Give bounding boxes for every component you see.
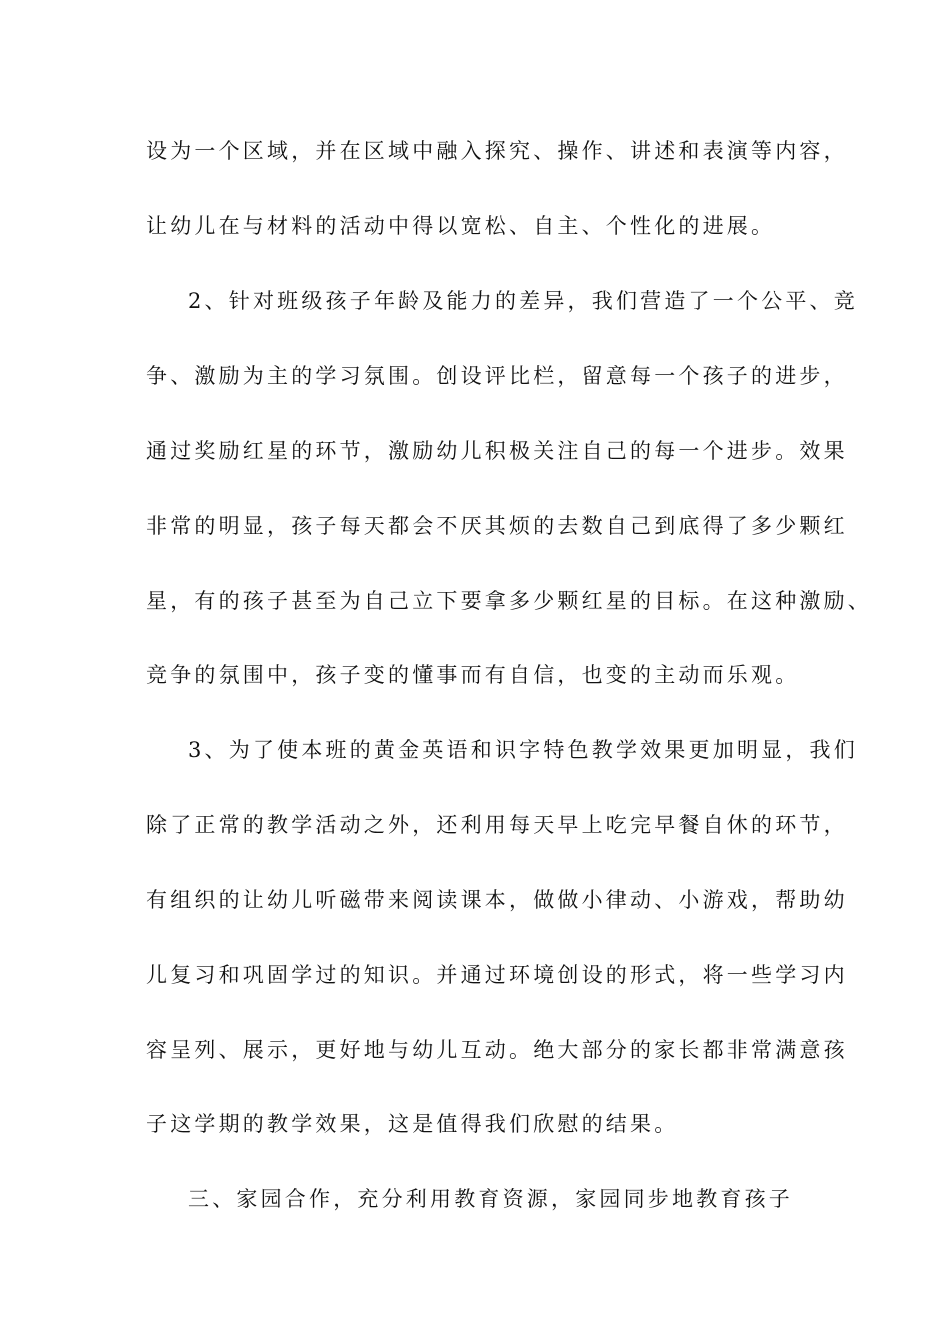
paragraph-line: 让幼儿在与材料的活动中得以宽松、自主、个性化的进展。 xyxy=(146,214,776,238)
paragraph-line: 2、针对班级孩子年龄及能力的差异，我们营造了一个公平、竞 xyxy=(188,289,858,313)
paragraph-line: 子这学期的教学效果，这是值得我们欣慰的结果。 xyxy=(146,1112,679,1136)
paragraph-line: 3、为了使本班的黄金英语和识字特色教学效果更加明显，我们 xyxy=(188,738,858,762)
paragraph-line: 除了正常的教学活动之外，还利用每天早上吃完早餐自休的环节， xyxy=(146,813,848,837)
paragraph-line: 非常的明显，孩子每天都会不厌其烦的去数自己到底得了多少颗红 xyxy=(146,514,848,538)
paragraph-line: 竞争的氛围中，孩子变的懂事而有自信，也变的主动而乐观。 xyxy=(146,663,800,687)
paragraph-line: 有组织的让幼儿听磁带来阅读课本，做做小律动、小游戏，帮助幼 xyxy=(146,888,848,912)
paragraph-line: 设为一个区域，并在区域中融入探究、操作、讲述和表演等内容， xyxy=(146,139,848,163)
section-heading: 三、家园合作，充分利用教育资源，家园同步地教育孩子 xyxy=(188,1187,793,1211)
paragraph-line: 通过奖励红星的环节，激励幼儿积极关注自己的每一个进步。效果 xyxy=(146,439,848,463)
paragraph-line: 争、激励为主的学习氛围。创设评比栏，留意每一个孩子的进步， xyxy=(146,364,848,388)
paragraph-line: 星，有的孩子甚至为自己立下要拿多少颗红星的目标。在这种激励、 xyxy=(146,589,872,613)
paragraph-line: 儿复习和巩固学过的知识。并通过环境创设的形式，将一些学习内 xyxy=(146,963,848,987)
paragraph-line: 容呈列、展示，更好地与幼儿互动。绝大部分的家长都非常满意孩 xyxy=(146,1038,848,1062)
